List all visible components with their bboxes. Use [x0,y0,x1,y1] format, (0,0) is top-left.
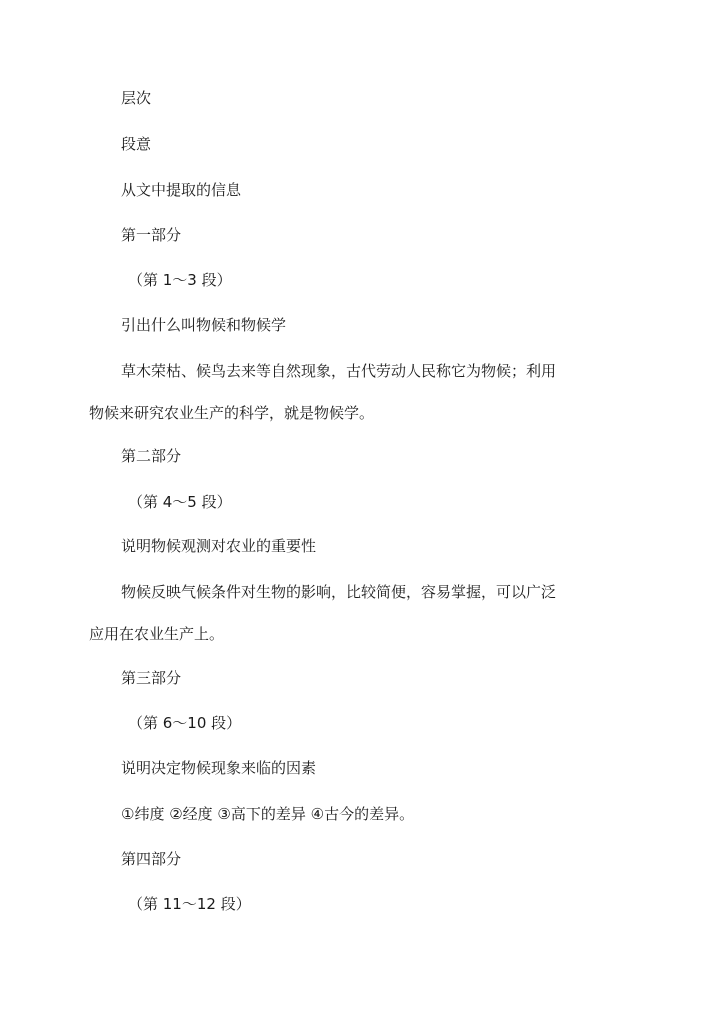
part-1-info-line-2: 物候来研究农业生产的科学，就是物候学。 [89,404,375,422]
header-paragraph-meaning: 段意 [121,135,152,153]
header-extracted-info: 从文中提取的信息 [121,181,242,199]
part-1-meaning: 引出什么叫物候和物候学 [121,316,287,334]
part-2-info-line-2: 应用在农业生产上。 [89,625,225,643]
part-2-info-line-1: 物候反映气候条件对生物的影响，比较简便，容易掌握，可以广泛 [121,583,557,601]
part-1-range: （第 1～3 段） [128,271,232,289]
part-3-range: （第 6～10 段） [128,714,242,732]
header-level: 层次 [121,89,152,107]
part-2-meaning: 说明物候观测对农业的重要性 [121,537,317,555]
part-3-title: 第三部分 [121,669,182,687]
part-2-title: 第二部分 [121,447,182,465]
part-4-range: （第 11～12 段） [128,895,251,913]
part-3-info: ①纬度 ②经度 ③高下的差异 ④古今的差异。 [121,805,415,823]
part-2-range: （第 4～5 段） [128,493,232,511]
part-4-title: 第四部分 [121,850,182,868]
part-1-title: 第一部分 [121,226,182,244]
part-1-info-line-1: 草木荣枯、候鸟去来等自然现象，古代劳动人民称它为物候；利用 [121,362,557,380]
part-3-meaning: 说明决定物候现象来临的因素 [121,759,317,777]
